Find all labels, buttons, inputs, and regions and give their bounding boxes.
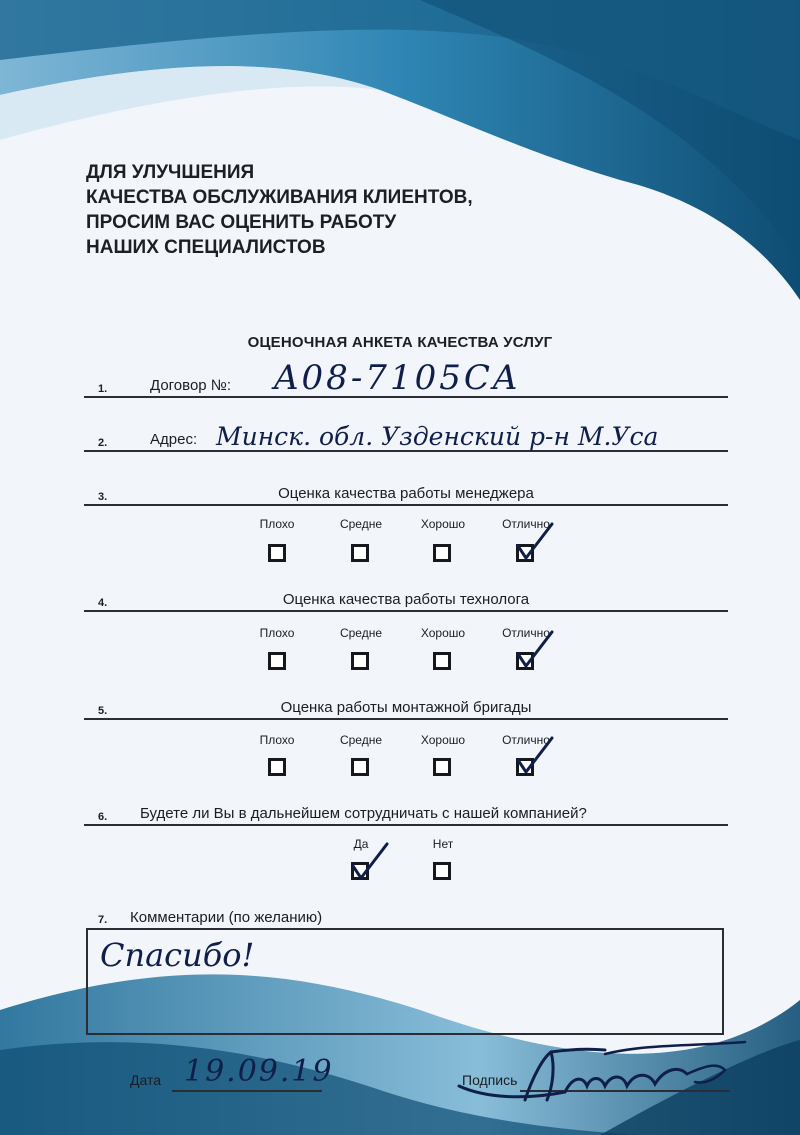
technologist-rating-label: Оценка качества работы технолога [282, 591, 530, 608]
manager-average-checkbox[interactable] [351, 544, 369, 562]
crew-poor-checkbox[interactable] [268, 758, 286, 776]
crew-average-checkbox[interactable] [351, 758, 369, 776]
item-number: 7. [98, 914, 108, 926]
technologist-excellent-check-mark [512, 628, 556, 672]
technologist-average-checkbox[interactable] [351, 652, 369, 670]
option-label-poor: Плохо [259, 626, 295, 640]
comments-row [84, 900, 728, 924]
item-number: 1. [98, 383, 108, 395]
date-field[interactable]: 19.09.19 [184, 1054, 334, 1089]
option-label-good: Хорошо [420, 626, 466, 640]
item-number: 4. [98, 597, 108, 609]
manager-poor-checkbox[interactable] [268, 544, 286, 562]
address-label: Адрес: [150, 431, 198, 448]
cooperation-row [84, 800, 728, 826]
intro-heading [86, 160, 473, 260]
crew-good-checkbox[interactable] [433, 758, 451, 776]
item-number: 6. [98, 811, 108, 823]
option-label-no: Нет [432, 837, 454, 851]
address-field[interactable]: Минск. обл. Узденский р-н М.Уса [216, 422, 659, 451]
date-label: Дата [130, 1072, 162, 1088]
heading-line-3: ПРОСИМ ВАС ОЦЕНИТЬ РАБОТУ [86, 212, 397, 233]
option-label-average: Средне [339, 733, 383, 747]
crew-rating-label: Оценка работы монтажной бригады [280, 699, 532, 716]
contract-row [84, 358, 728, 398]
crew-excellent-check-mark [512, 734, 556, 778]
crew-rating-row [84, 694, 728, 720]
option-label-excellent: Отлично [502, 626, 550, 640]
option-label-good: Хорошо [420, 733, 466, 747]
heading-line-4: НАШИХ СПЕЦИАЛИСТОВ [86, 237, 326, 258]
option-label-excellent: Отлично [502, 517, 550, 531]
cooperation-yes-check-mark [347, 840, 391, 884]
comments-box[interactable] [86, 928, 724, 1035]
date-underline [172, 1090, 322, 1092]
option-label-excellent: Отлично [502, 733, 550, 747]
contract-number-field[interactable]: A08-7105CA [274, 358, 521, 398]
address-row [84, 422, 728, 452]
technologist-poor-checkbox[interactable] [268, 652, 286, 670]
signature-label: Подпись [462, 1072, 518, 1088]
heading-line-1: ДЛЯ УЛУЧШЕНИЯ [86, 162, 255, 183]
option-label-average: Средне [339, 517, 383, 531]
technologist-rating-row [84, 586, 728, 612]
option-label-yes: Да [353, 837, 369, 851]
cooperation-no-checkbox[interactable] [433, 862, 451, 880]
handwritten-signature [455, 1036, 755, 1116]
form-title: ОЦЕНОЧНАЯ АНКЕТА КАЧЕСТВА УСЛУГ [247, 334, 553, 351]
option-label-poor: Плохо [259, 733, 295, 747]
cooperation-label: Будете ли Вы в дальнейшем сотрудничать с нашей компанией? [140, 805, 587, 822]
technologist-good-checkbox[interactable] [433, 652, 451, 670]
manager-good-checkbox[interactable] [433, 544, 451, 562]
item-number: 2. [98, 437, 108, 449]
comments-label: Комментарии (по желанию) [130, 909, 323, 926]
manager-excellent-check-mark [512, 520, 556, 564]
item-number: 3. [98, 491, 108, 503]
heading-line-2: КАЧЕСТВА ОБСЛУЖИВАНИЯ КЛИЕНТОВ, [86, 187, 473, 208]
manager-rating-label: Оценка качества работы менеджера [278, 485, 534, 502]
option-label-good: Хорошо [420, 517, 466, 531]
contract-label: Договор №: [150, 377, 232, 394]
comments-text: Спасибо! [100, 936, 255, 974]
item-number: 5. [98, 705, 108, 717]
manager-rating-row [84, 480, 728, 506]
option-label-poor: Плохо [259, 517, 295, 531]
option-label-average: Средне [339, 626, 383, 640]
